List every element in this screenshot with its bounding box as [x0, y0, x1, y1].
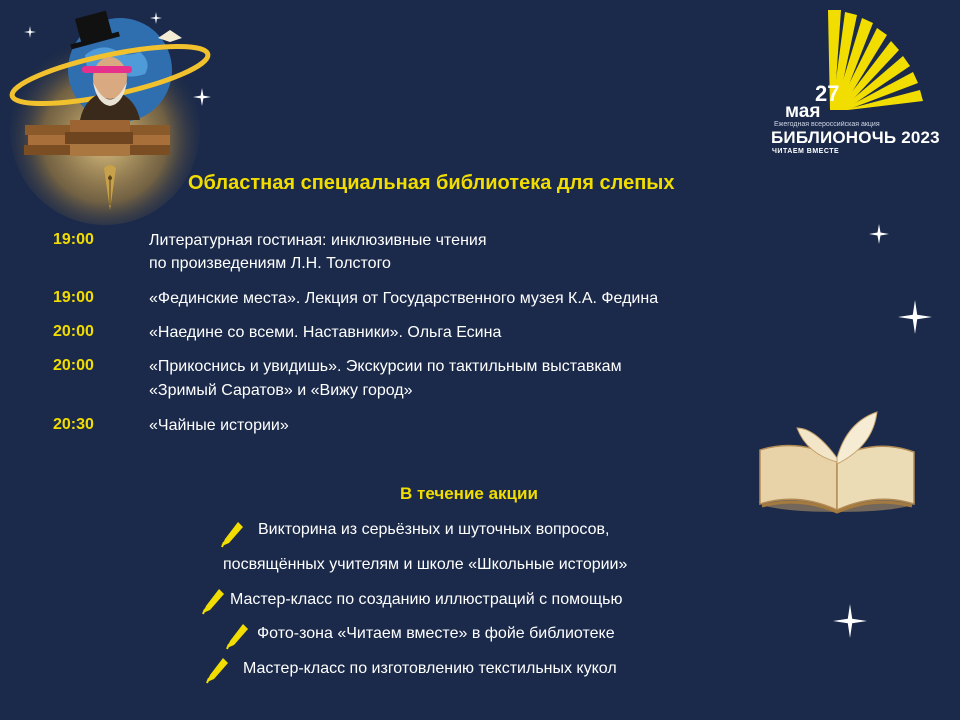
schedule-line: Литературная гостиная: инклюзивные чтения	[149, 232, 487, 249]
feature-item: Фото-зона «Читаем вместе» в фойе библиотеке	[257, 625, 615, 642]
pen-nib-icon	[220, 520, 246, 548]
sparkle-icon	[898, 300, 932, 334]
schedule-time: 20:30	[53, 416, 94, 433]
sparkle-icon	[150, 12, 162, 24]
logo-tagline: ЧИТАЕМ ВМЕСТЕ	[772, 148, 840, 155]
schedule-line: «Фединские места». Лекция от Государственного музея К.А. Федина	[149, 290, 659, 307]
sparkle-icon	[24, 26, 36, 38]
sparkle-icon	[833, 604, 867, 638]
schedule-line: по произведениям Л.Н. Толстого	[149, 255, 391, 272]
pen-nib-icon	[225, 622, 251, 650]
logo-name: БИБЛИОНОЧЬ 2023	[771, 128, 940, 147]
feature-item: Мастер-класс по изготовлению текстильных кукол	[243, 660, 617, 677]
feature-item: посвящённых учителям и школе «Школьные истории»	[223, 556, 628, 573]
schedule-line: «Наедине со всеми. Наставники». Ольга Есина	[149, 324, 502, 341]
open-book-icon	[752, 410, 922, 515]
feature-item: Мастер-класс по созданию иллюстраций с помощью	[230, 591, 623, 608]
schedule-time: 20:00	[53, 323, 94, 340]
schedule-line: «Зримый Саратов» и «Вижу город»	[149, 382, 413, 399]
library-title: Областная специальная библиотека для слепых	[188, 172, 675, 194]
schedule-time: 20:00	[53, 357, 94, 374]
sparkle-icon	[869, 224, 889, 244]
schedule-time: 19:00	[53, 231, 94, 248]
section-title: В течение акции	[400, 484, 538, 503]
logo-subtitle: Ежегодная всероссийская акция	[774, 121, 880, 128]
schedule-time: 19:00	[53, 289, 94, 306]
logo-month: мая	[785, 101, 821, 122]
pen-nib-icon	[205, 656, 231, 684]
sparkle-icon	[193, 88, 211, 106]
feature-item: Викторина из серьёзных и шуточных вопросов,	[258, 521, 610, 538]
schedule-line: «Прикоснись и увидишь». Экскурсии по тактильным выставкам	[149, 358, 622, 375]
logo-day: 27	[815, 81, 840, 106]
schedule-line: «Чайные истории»	[149, 417, 289, 434]
pen-nib-icon	[201, 587, 227, 615]
